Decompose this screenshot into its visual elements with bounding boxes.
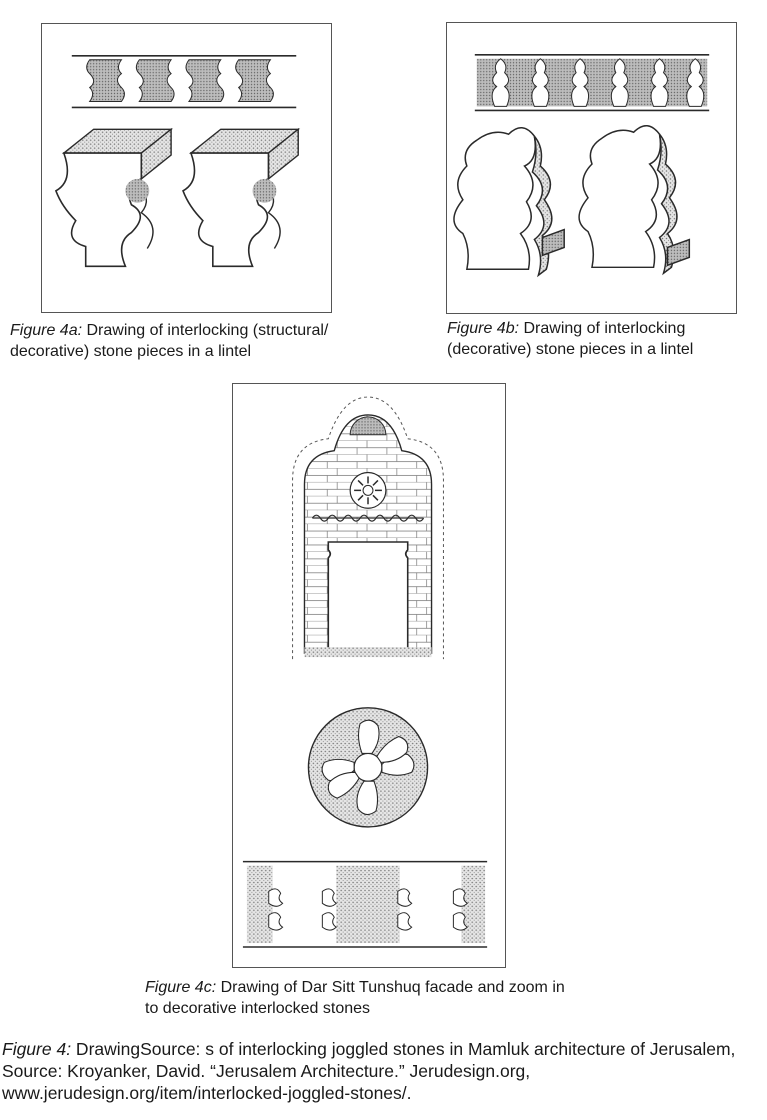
interlocking-lintel-drawing-a — [42, 24, 331, 312]
figure-4-label: Figure 4: — [2, 1039, 72, 1059]
interlocked-stones-strip — [243, 862, 487, 947]
figure-4b-drawing — [446, 22, 737, 314]
figure-4a-drawing — [41, 23, 332, 313]
figure-4-caption — [2, 1038, 765, 1104]
dar-sitt-tunshuq-facade-drawing — [233, 384, 505, 967]
interlocking-lintel-drawing-b — [447, 23, 736, 313]
rosette-detail — [308, 708, 427, 827]
figure-4a-label: Figure 4a: — [10, 322, 83, 339]
figure-4b-label: Figure 4b: — [447, 320, 520, 337]
figure-4b-caption — [447, 318, 763, 360]
figure-4c-caption-text: Drawing of Dar Sitt Tunshuq facade and zoom in to decorative interlocked stones — [145, 979, 565, 1017]
figure-4a-caption-text: Drawing of interlocking (structural/ decorative) stone pieces in a lintel — [10, 322, 329, 360]
figure-4c-caption — [145, 977, 575, 1019]
figure-4b-caption-text: Drawing of interlocking (decorative) stone pieces in a lintel — [447, 320, 694, 358]
figure-4-caption-text: DrawingSource: s of interlocking joggled stones in Mamluk architecture of Jerusalem, Source: Kroyanker, David. “Jerusalem Architecture.” Jerudesign.org, www.jerudesign.org/item/interlocked-joggled-stones/. — [2, 1039, 736, 1103]
figure-4c-drawing — [232, 383, 506, 968]
facade-portal — [293, 397, 444, 659]
figure-4a-caption — [10, 320, 390, 362]
figure-4c-label: Figure 4c: — [145, 979, 217, 996]
